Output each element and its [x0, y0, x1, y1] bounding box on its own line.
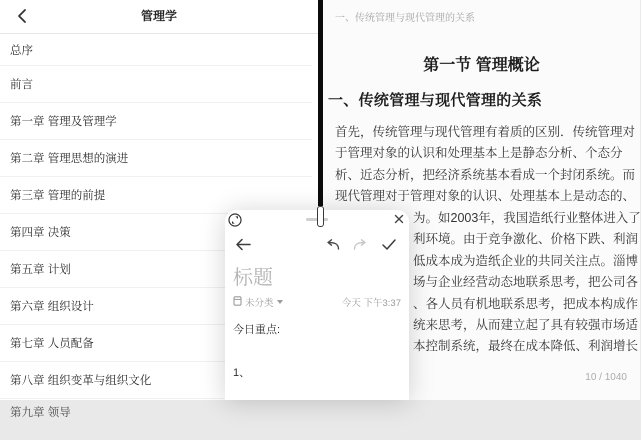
- toc-item[interactable]: 第八章 组织变革与组织文化: [0, 362, 312, 399]
- category-label: 未分类: [245, 298, 274, 309]
- arrow-left-icon: [235, 239, 252, 254]
- book-title: 管理学: [140, 9, 177, 23]
- body-line: 析、近态分析，把经济系统基本看成一个封闭系统。而: [335, 167, 636, 182]
- note-meta-row: [233, 295, 401, 309]
- body-line: 于管理对象的认识和处理基本上是静态分析、个态分: [335, 146, 623, 161]
- note-body-line: 1、: [233, 367, 251, 379]
- body-line: 本控制系统，最终在成本降低、利润增长: [413, 339, 639, 354]
- body-paragraph-partially-covered: [413, 208, 641, 358]
- note-editor[interactable]: [233, 321, 401, 380]
- toc-item[interactable]: 总序: [0, 34, 312, 66]
- note-timestamp: 今天 下午3:37: [341, 298, 401, 309]
- body-paragraph: [335, 122, 635, 208]
- redo-button[interactable]: [353, 239, 368, 251]
- body-line: 为。如2003年，我国造纸行业整体进入了: [413, 211, 641, 225]
- undo-button[interactable]: [325, 239, 340, 251]
- undo-icon: [325, 239, 340, 254]
- toc-item[interactable]: 第七章 人员配备: [0, 325, 312, 362]
- toc-item[interactable]: 第五章 计划: [0, 251, 312, 288]
- chapter-breadcrumb: 一、传统管理与现代管理的关系: [335, 13, 475, 24]
- note-toolbar: [225, 228, 409, 251]
- checkmark-icon: [381, 239, 397, 254]
- notebook-icon: [233, 296, 242, 309]
- split-divider-handle[interactable]: [317, 206, 324, 227]
- fullscreen-toggle-icon[interactable]: [228, 213, 242, 227]
- toc-header: [0, 0, 318, 34]
- close-icon[interactable]: [392, 212, 406, 226]
- page-indicator: 10 / 1040: [585, 372, 627, 383]
- caret-down-icon: [277, 300, 283, 304]
- body-line: 场与企业经营动态地联系思考，把公司各: [413, 275, 639, 290]
- toc-item[interactable]: 第一章 管理及管理学: [0, 103, 312, 140]
- note-title-input[interactable]: 标题: [233, 267, 273, 289]
- toc-item-partial[interactable]: 第九章 领导: [10, 407, 71, 419]
- subsection-heading: 一、传统管理与现代管理的关系: [328, 92, 543, 109]
- note-body-line: 今日重点:: [233, 324, 281, 336]
- body-line: 首先，传统管理与现代管理有着质的区别．传统管理对: [335, 125, 636, 139]
- toc-item[interactable]: 第六章 组织设计: [0, 288, 312, 325]
- toc-item[interactable]: 第四章 决策: [0, 214, 312, 251]
- toc-item[interactable]: 前言: [0, 66, 312, 103]
- toc-item[interactable]: 第二章 管理思想的演进: [0, 140, 312, 177]
- category-selector[interactable]: [233, 295, 283, 309]
- redo-icon: [353, 239, 368, 254]
- toc-item[interactable]: 第三章 管理的前提: [0, 177, 312, 214]
- body-line: 低成本成为造纸企业的共同关注点。淄博: [413, 253, 639, 268]
- body-line: 利环境。由于竞争激化、价格下跌、利润: [413, 232, 639, 247]
- note-back-button[interactable]: [235, 238, 252, 251]
- body-line: 现代管理对于管理对象的认识、处理基本上是动态的、: [335, 189, 636, 204]
- body-line: 、各人员有机地联系思考，把成本构成作: [413, 296, 639, 311]
- section-title: 第一节 管理概论: [423, 57, 540, 74]
- confirm-button[interactable]: [381, 238, 397, 251]
- body-line: 统来思考，从而建立起了具有较强市场适: [413, 318, 639, 333]
- note-window: [225, 210, 409, 400]
